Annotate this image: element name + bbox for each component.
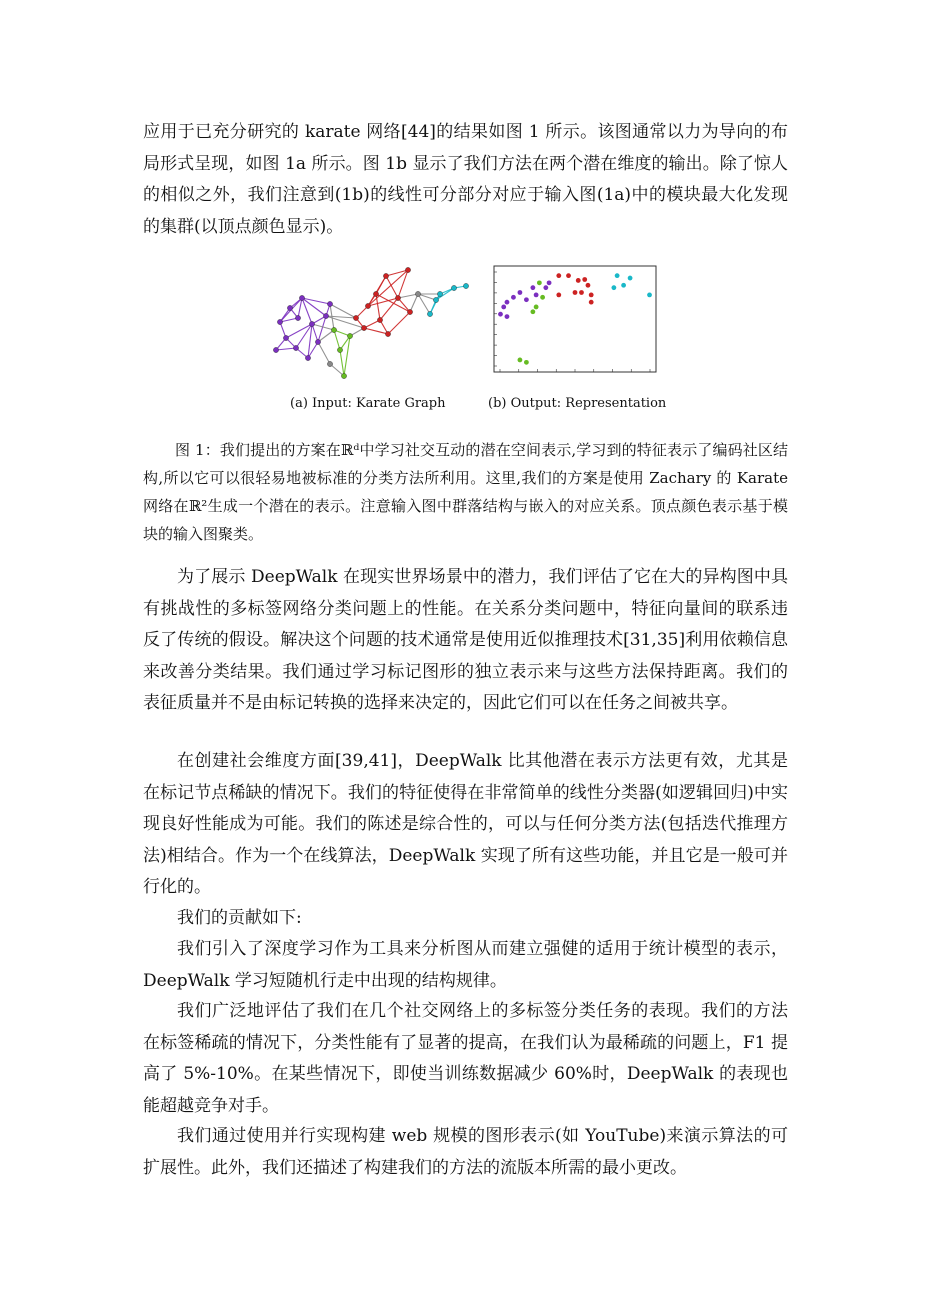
- karate-graph: [273, 267, 468, 378]
- graph-node: [293, 345, 298, 350]
- graph-node: [427, 311, 432, 316]
- data-point-red: [589, 300, 594, 305]
- graph-node: [309, 321, 314, 326]
- graph-edge: [334, 330, 340, 350]
- graph-edge: [318, 342, 330, 364]
- graph-node: [415, 291, 420, 296]
- data-point-purple: [505, 300, 510, 305]
- data-point-purple: [530, 285, 535, 290]
- paragraph-2: 在创建社会维度方面[39,41]，DeepWalk 比其他潜在表示方法更有效，尤其是在标记节点稀缺的情况下。我们的特征使得在非常简单的线性分类器(如逻辑回归)中实现良好性能成为可能。我们的陈述是综合性的，可以与任何分类方法(包括迭代推理方法)相结合。作为一个在线算法，DeepWalk 实现了所有这些功能，并且它是一般可并行化的。: [143, 751, 788, 897]
- plot-frame: [494, 266, 656, 372]
- data-point-purple: [501, 305, 506, 310]
- data-point-red: [566, 273, 571, 278]
- data-point-purple: [524, 297, 529, 302]
- data-point-green: [540, 295, 545, 300]
- data-point-red: [579, 290, 584, 295]
- graph-edge: [388, 312, 410, 334]
- data-point-red: [556, 273, 561, 278]
- graph-node: [323, 313, 328, 318]
- paragraph-6: 我们通过使用并行实现构建 web 规模的图形表示(如 YouTube)来演示算法的可扩展性。此外，我们还描述了构建我们的方法的流版本所需的最小更改。: [143, 1126, 788, 1178]
- graph-edge: [344, 336, 350, 376]
- plot-points: [498, 273, 652, 365]
- data-point-purple: [547, 280, 552, 285]
- data-point-green: [534, 305, 539, 310]
- data-point-purple: [511, 295, 516, 300]
- data-point-green: [530, 309, 535, 314]
- data-point-cyan: [615, 273, 620, 278]
- data-point-red: [586, 283, 591, 288]
- graph-node: [463, 283, 468, 288]
- paragraph-3: 我们的贡献如下:: [177, 908, 302, 928]
- graph-node: [433, 297, 438, 302]
- graph-edge: [398, 294, 418, 298]
- graph-node: [273, 347, 278, 352]
- graph-node: [287, 305, 292, 310]
- graph-node: [327, 301, 332, 306]
- graph-node: [451, 285, 456, 290]
- data-point-cyan: [621, 283, 626, 288]
- paragraph-intro: 应用于已充分研究的 karate 网络[44]的结果如图 1 所示。该图通常以力为导向的布局形式呈现，如图 1a 所示。图 1b 显示了我们方法在两个潜在维度的输出。除了惊人的相似之外，我们注意到(1b)的线性可分部分对应于输入图(1a)中的模块最大化发现的集群(以顶点颜色显示)。: [143, 122, 788, 237]
- graph-node: [361, 325, 366, 330]
- figure-1: [268, 258, 680, 424]
- paragraph-5: 我们广泛地评估了我们在几个社交网络上的多标签分类任务的表现。我们的方法在标签稀疏的情况下，分类性能有了显著的提高，在我们认为最稀疏的问题上，F1 提高了 5%-10%。在某些情况下，即使当训练数据减少 60%时，DeepWalk 的表现也能超越竞争对手。: [143, 1001, 788, 1116]
- graph-node: [383, 273, 388, 278]
- data-point-purple: [543, 285, 548, 290]
- graph-node: [407, 309, 412, 314]
- subcaption-a: (a) Input: Karate Graph: [290, 396, 446, 411]
- graph-node: [299, 295, 304, 300]
- data-point-red: [573, 290, 578, 295]
- data-point-purple: [518, 290, 523, 295]
- representation-plot: [494, 266, 656, 372]
- graph-node: [331, 327, 336, 332]
- graph-edge: [364, 328, 388, 334]
- graph-node: [337, 347, 342, 352]
- paragraph-4: 我们引入了深度学习作为工具来分析图从而建立强健的适用于统计模型的表示，DeepWalk 学习短随机行走中出现的结构规律。: [143, 939, 788, 991]
- graph-edge: [340, 350, 344, 376]
- data-point-purple: [505, 314, 510, 319]
- graph-node: [315, 339, 320, 344]
- graph-node: [373, 291, 378, 296]
- graph-node: [395, 295, 400, 300]
- graph-node: [341, 373, 346, 378]
- graph-node: [353, 315, 358, 320]
- data-point-cyan: [647, 293, 652, 298]
- subcaption-b: (b) Output: Representation: [488, 396, 667, 411]
- data-point-red: [556, 293, 561, 298]
- graph-node: [295, 315, 300, 320]
- data-point-red: [582, 277, 587, 282]
- data-point-cyan: [628, 276, 633, 281]
- graph-node: [283, 335, 288, 340]
- data-point-cyan: [611, 285, 616, 290]
- graph-node: [365, 303, 370, 308]
- graph-node: [277, 319, 282, 324]
- graph-node: [347, 333, 352, 338]
- graph-edge: [386, 276, 398, 298]
- graph-node: [385, 331, 390, 336]
- graph-node: [437, 291, 442, 296]
- data-point-red: [576, 278, 581, 283]
- graph-node: [305, 355, 310, 360]
- data-point-purple: [534, 293, 539, 298]
- data-point-green: [524, 360, 529, 365]
- data-point-purple: [498, 312, 503, 317]
- plot-ticks: [494, 272, 650, 372]
- graph-node: [327, 361, 332, 366]
- data-point-green: [537, 280, 542, 285]
- graph-edge: [376, 294, 380, 320]
- graph-edge: [410, 294, 418, 312]
- data-point-green: [518, 358, 523, 363]
- graph-edge: [312, 324, 318, 342]
- graph-edge: [330, 304, 356, 318]
- data-point-red: [589, 293, 594, 298]
- graph-node: [377, 317, 382, 322]
- graph-edge: [286, 324, 312, 338]
- paragraph-1: 为了展示 DeepWalk 在现实世界场景中的潜力，我们评估了它在大的异构图中具有挑战性的多标签网络分类问题上的性能。在关系分类问题中，特征向量间的联系违反了传统的假设。解决这个问题的技术通常是使用近似推理技术[31,35]利用依赖信息来改善分类结果。我们通过学习标记图形的独立表示来与这些方法保持距离。我们的表征质量并不是由标记转换的选择来决定的，因此它们可以在任务之间被共享。: [143, 567, 788, 713]
- graph-edge: [276, 348, 296, 350]
- graph-node: [405, 267, 410, 272]
- figure-caption: 图 1：我们提出的方案在ℝᵈ中学习社交互动的潜在空间表示,学习到的特征表示了编码社区结构,所以它可以很轻易地被标准的分类方法所利用。这里,我们的方案是使用 Zachary 的 Karate 网络在ℝ²生成一个潜在的表示。注意输入图中群落结构与嵌入的对应关系。顶点颜色表示基于模块的输入图聚类。: [143, 441, 788, 543]
